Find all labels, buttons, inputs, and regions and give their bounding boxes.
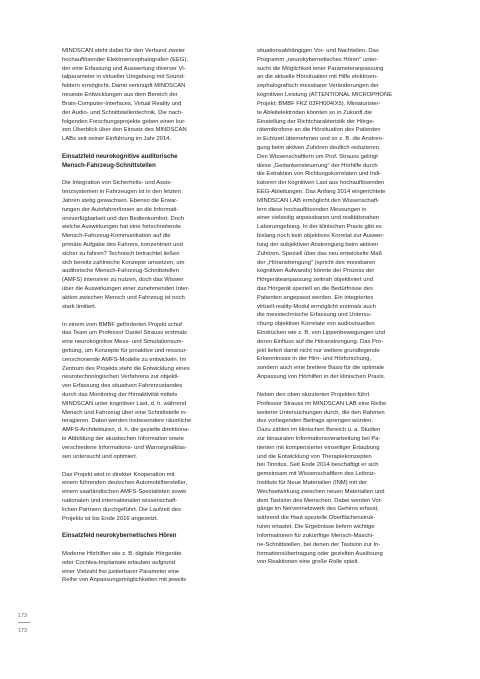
text-line: in Echtzeit übernehmen und so z. B. die Anstren- — [257, 136, 384, 143]
section-heading-amfs — [62, 153, 217, 171]
text-line: Professor Strauss im MINDSCAN LAB eine Reihe — [257, 400, 387, 407]
text-line: LABs seit seiner Einführung im Jahr 2014. — [62, 136, 172, 143]
text-line: dem Tastsinn des Menschen. Dabei werden Vor- — [257, 497, 383, 504]
text-line: die messtechnische Erfassung und Untersu- — [257, 312, 372, 319]
text-line: bei Tinnitus. Seit Ende 2014 beschäftigt er sich — [257, 462, 379, 469]
text-line: gebung, um Konzepte für proaktive und ressour- — [62, 347, 188, 354]
text-line: Das Projekt wird in direkter Kooperation mit — [62, 471, 175, 478]
text-line: MINDSCAN steht dabei für den Verbund zweier — [62, 48, 186, 54]
text-line: tenzsystemen in Fahrzeugen ist in den letzten — [62, 189, 181, 196]
text-line: einer Vielzahl frei justierbarer Parameter eine — [62, 568, 180, 575]
text-line: diese „Gedankensteuerung" der Hörhilfe durch — [257, 162, 378, 169]
text-line: Einstellung der Richtcharakteristik der Hörge- — [257, 118, 375, 125]
text-line: neueste Entwicklungen aus dem Bereich der — [62, 92, 178, 99]
text-line: gung beim aktiven Zuhören deutlich reduzieren. — [257, 144, 381, 151]
text-line: verschiedene Informations- und Warnsignalklas- — [62, 444, 187, 451]
text-line: Patienten angepasst werden. Ein integriertes — [257, 294, 374, 301]
left-column — [62, 47, 217, 594]
page-number-divider — [18, 622, 30, 623]
text-line: tung der subjektiven Anstrengung beim aktiven — [257, 241, 379, 248]
text-line: während die Haut spezielle Oberflächenstruk- — [257, 515, 376, 522]
text-line: neurotechnologischen Verfahrens zur objekti- — [62, 374, 180, 381]
text-line: hochauflösender Elektroenzephalografen (EEG), — [62, 56, 189, 63]
text-line: In einem vom BMBF geförderten Projekt schuf — [62, 321, 182, 328]
text-line: lichen Partnern durchgeführt. Die Laufzeit des — [62, 506, 181, 513]
text-line: Die Integration von Sicherheits- und Assis- — [62, 180, 173, 187]
text-line: gemeinsam mit Wissenschaftlern des Leibniz- — [257, 471, 376, 478]
text-line: censchonende AMFS-Modelle zu entwickeln. Im — [62, 356, 187, 363]
text-line: das Hörgerät speziell an die Bedürfnisse des — [257, 285, 373, 292]
text-line: Projekts ist bis Ende 2016 angesetzt. — [62, 515, 159, 522]
text-line: rätemikrofone an die Hörsituation des Patienten — [257, 127, 381, 134]
text-line: Zuhören. Speziell über das neu entwickelte Maß — [257, 250, 383, 257]
text-line: durch das Monitoring der Hirnaktivität mittels — [62, 392, 178, 399]
text-line: te Ableitelektroden könnten so in Zukunft die — [257, 109, 373, 116]
hearing-paragraph-2 — [257, 47, 417, 382]
text-line: zur binauralen Informationsverarbeitung bei Pa- — [257, 435, 381, 442]
text-line: deren Einfluss auf die Höranstrengung. Das Pro- — [257, 338, 384, 345]
text-line: Projekt; BMBF FKZ 03FH004IX5). Miniaturisier- — [257, 100, 381, 107]
text-line: des vorliegenden Beitrags sprengen würden. — [257, 418, 373, 425]
text-line: eine neurokognitive Mess- und Simulationsum- — [62, 339, 184, 346]
text-line: turen ertastet. Die Ergebnisse liefern wichtige — [257, 524, 375, 531]
text-line: Instituts für Neue Materialien (INM) mit der — [257, 480, 368, 486]
text-line: Einsatzfeld neurokybernetisches Hören — [62, 532, 177, 540]
text-line: kognitiven Leistung (ATTENTIONAL MICROPHONE — [257, 92, 393, 99]
text-line: der „Höranstrengung" (spricht des messbaren — [257, 259, 376, 266]
text-line: teragieren. Dabei werden insbesondere räumliche — [62, 418, 192, 425]
text-line: sich bereits zahlreiche Konzepte umsetzen, um — [62, 259, 185, 266]
amfs-paragraph-3 — [62, 471, 217, 524]
text-line: Dazu zählen im klinischen Bereich u. a. Studien — [257, 427, 381, 434]
amfs-paragraph-1 — [62, 179, 217, 311]
text-line: Reihe von Anpassungsmöglichkeiten mit jeweils — [62, 577, 187, 584]
text-line: oder Cochlea-Implantate erlauben aufgrund — [62, 559, 176, 566]
text-line: AMFS-Architekturen, d. h. die gezielte direktiona- — [62, 427, 190, 434]
text-line: die Extraktion von Richtungskorrelaten und Indi- — [257, 171, 382, 178]
text-line: einer vielseitig anpassbaren und realitätsnahen — [257, 215, 380, 222]
hearing-paragraph-1 — [62, 550, 217, 585]
page-number: 173 — [18, 628, 27, 634]
intro-paragraph — [62, 47, 217, 144]
text-line: das Team um Professor Daniel Strauss erstmals — [62, 330, 187, 337]
text-line: bislang noch kein objektives Korrelat zur Auswer- — [257, 233, 385, 240]
text-line: kognitiven Aufwands) könnte der Prozess der — [257, 268, 375, 275]
text-line: le Abbildung der akustischen Information sowie — [62, 436, 184, 443]
text-line: weiterer Untersuchungen durch, die den Rahmen — [257, 409, 385, 416]
text-line: an die aktuelle Hörsituation mit Hilfe elektroen- — [257, 74, 378, 81]
text-line: Hörgeräteanpassung zeitnah objektiviert und — [257, 277, 373, 284]
text-line: folgenden Forschungsprojekte geben einen kur- — [62, 118, 187, 125]
text-line: Mensch-Fahrzeug-Kommunikation auf die — [62, 233, 171, 240]
text-line: Programm „neurokybernetisches Hören" unter- — [257, 56, 379, 63]
text-line: lern diese hochauflösenden Messungen in — [257, 206, 367, 213]
text-line: Erkenntnisse in der Hirn- und Hörforschung, — [257, 356, 372, 363]
text-line: sen untersucht und optimiert. — [62, 453, 138, 460]
text-line: formationsübertragung oder gezielten Auslösung — [257, 550, 383, 557]
text-line: Informationen für zukünftige Mensch-Maschi- — [257, 532, 374, 539]
text-line: sucht die Möglichkeit einer Parameteranpassung — [257, 65, 384, 72]
text-line: primäre Aufgabe des Fahrers, konzentriert und — [62, 242, 183, 249]
right-column — [257, 47, 417, 576]
text-line: ven Erfassung des situativen Fahrerzustandes — [62, 383, 183, 390]
page-number: 173 — [18, 613, 27, 619]
text-line: sicher zu fahren? Technisch betrachtet ließen — [62, 250, 180, 257]
text-line: Einsatzfeld neurokognitive auditorische — [62, 152, 178, 160]
text-line: Zentrum des Projekts steht die Entwicklung eines — [62, 365, 190, 372]
text-line: Den Wissenschaftlern um Prof. Strauss gelingt — [257, 153, 378, 160]
text-line: tienten mit kompensierter einseitiger Ertaubung — [257, 444, 380, 451]
text-line: EEG-Ableitungen. Das Anfang 2014 eingerichtete — [257, 189, 386, 195]
text-line: einem führenden deutschen Automobilhersteller, — [62, 480, 188, 487]
text-line: nationalen und internationalen wissenschaft- — [62, 497, 178, 504]
text-line: jekt liefert damit nicht nur weitere grundlegende — [257, 347, 380, 354]
text-line: aktion zwischen Mensch und Fahrzeug ist noch — [62, 294, 185, 301]
text-line: auditorische Mensch-Fahrzeug-Schnittstellen — [62, 268, 179, 275]
text-line: gänge im Nervennetzwerk des Gehirns erfasst, — [257, 506, 379, 513]
text-line: MINDSCAN unter kognitiver Last, d. h. während — [62, 400, 187, 407]
text-line: über die Auswirkungen einer zunehmenden Inter- — [62, 286, 190, 293]
text-line: feldern ermöglicht. Damit verknüpft MINDSCAN — [62, 83, 186, 90]
text-line: katoren der kognitiven Last aus hochauflösenden — [257, 180, 385, 187]
text-line: tungen der Autofahrer/innen an die Informati- — [62, 206, 179, 213]
text-line: welche Auswirkungen hat eine fortschreitende — [62, 224, 181, 231]
text-line: virtuell-reality-Modul ermöglicht erstmals auch — [257, 303, 376, 310]
text-line: sondern auch eine breitere Basis für die optimale — [257, 365, 385, 372]
text-line: onsverfügbarkeit und den Bedienkomfort. Doch — [62, 215, 185, 222]
text-line: stark limitiert. — [62, 303, 97, 310]
text-line: zephalografisch messbarer Veränderungen der — [257, 83, 379, 90]
amfs-paragraph-2 — [62, 321, 217, 462]
text-line: der Audio- und Schnittstellentechnik. Die nach- — [62, 109, 184, 116]
text-line: talparameter in virtueller Umgebung mit Sound- — [62, 74, 185, 81]
text-line: Wechselwirkung zwischen neuen Materialien und — [257, 488, 385, 495]
text-line: und die Entwicklung von Therapiekonzepten — [257, 453, 372, 460]
text-line: zen Überblick über den Einsatz des MINDSCAN — [62, 127, 187, 134]
text-line: MINDSCAN LAB ermöglicht den Wissenschaft- — [257, 197, 380, 204]
further-research-paragraph — [257, 391, 417, 567]
text-line: (AMFS) intensiver zu nutzen, doch das Wissen — [62, 277, 184, 284]
text-line: situationsabhängigen Vor- und Nachteilen. Das — [257, 48, 379, 54]
text-line: Anpassung von Hörhilfen in der klinischen Praxis. — [257, 374, 386, 381]
text-line: der eine Erfassung und Auswertung diverser Vi- — [62, 65, 186, 72]
text-line: chung objektiver Korrelate von audiovisuellen — [257, 321, 375, 328]
section-heading-hearing — [62, 532, 217, 541]
text-line: von Reaktionen eine große Rolle spielt. — [257, 559, 360, 566]
text-line: Jahren stetig gewachsen. Ebenso die Erwar- — [62, 197, 178, 204]
text-line: Eindrücken wie z. B. von Lippenbewegungen und — [257, 330, 386, 336]
text-line: Moderne Hörhilfen wie z. B. digitale Hörgeräte — [62, 550, 182, 557]
text-line: Laborumgebung. In der klinischen Praxis gibt es — [257, 224, 382, 231]
text-line: einem saarländischen AMFS-Spezialisten sowie — [62, 489, 187, 496]
text-line: Brain-Computer-Interfaces, Virtual Reality und — [62, 100, 182, 107]
text-line: Mensch und Fahrzeug über eine Schnittstelle in- — [62, 409, 188, 416]
text-line: Mensch-Fahrzeug-Schnittstellen — [62, 161, 156, 169]
text-line: ne-Schnittstellen, bei denen der Tastsinn zur In- — [257, 541, 381, 548]
text-line: Neben den oben skizzierten Projekten führt — [257, 391, 370, 398]
